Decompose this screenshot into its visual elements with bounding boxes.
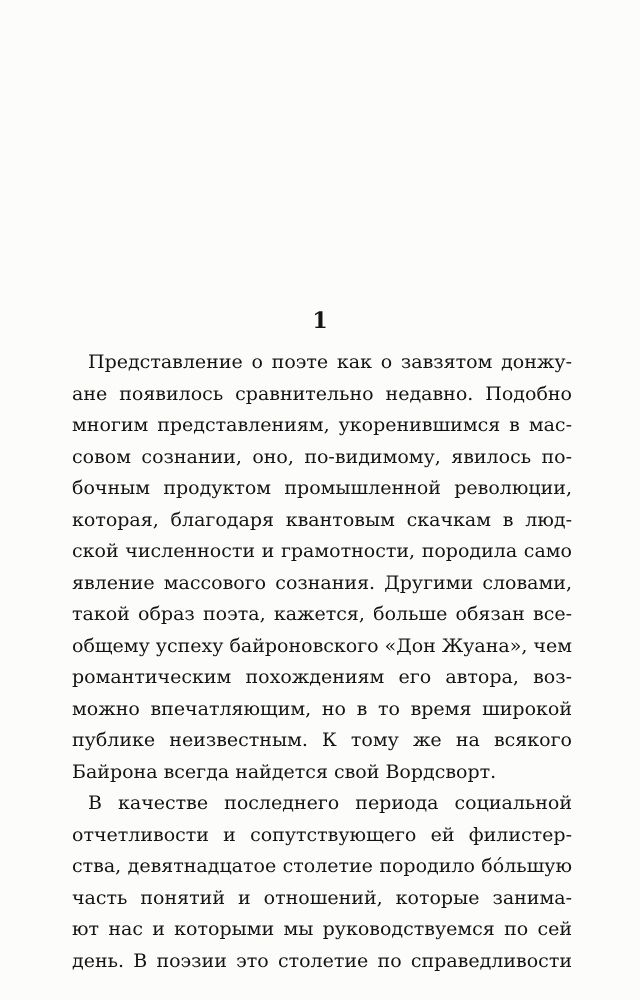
text-line: Представление о поэте как о завзятом донжу- xyxy=(88,351,572,373)
text-line: можно впечатляющим, но в то время широкой xyxy=(72,697,572,720)
text-line: романтическим похождениям его автора, воз- xyxy=(72,666,572,688)
text-line: ства, девятнадцатое столетие породило бóльшую xyxy=(72,855,572,877)
text-line: явление массового сознания. Другими словами, xyxy=(72,571,572,594)
text-line: которая, благодаря квантовым скачкам в люд- xyxy=(72,508,572,531)
text-line: общему успеху байроновского «Дон Жуана», чем xyxy=(72,634,573,657)
text-line: публике неизвестным. К тому же на всякого xyxy=(72,729,572,751)
text-line: совом сознании, оно, по-видимому, явилось по- xyxy=(72,445,572,468)
text-line: ской численности и грамотности, породила само xyxy=(72,540,572,562)
text-line: такой образ поэта, кажется, больше обязан все- xyxy=(72,603,572,625)
text-line: Байрона всегда найдется свой Вордсворт. xyxy=(72,760,497,783)
text-line: многим представлениям, укоренившимся в мас- xyxy=(72,414,572,436)
text-line: бочным продуктом промышленной революции, xyxy=(72,477,572,499)
text-line: В качестве последнего периода социальной xyxy=(88,792,572,814)
text-line: день. В поэзии это столетие по справедливости xyxy=(72,949,572,972)
paragraph-2 xyxy=(72,788,572,977)
text-line: ане появилось сравнительно недавно. Подобно xyxy=(72,382,572,405)
chapter-number: 1 xyxy=(312,308,328,334)
text-line: ют нас и которыми мы руководствуемся по сей xyxy=(72,918,572,940)
text-line: часть понятий и отношений, которые занима- xyxy=(72,886,572,909)
text-line: отчетливости и сопутствующего ей филистер- xyxy=(72,823,572,846)
paragraph-1 xyxy=(72,347,572,788)
